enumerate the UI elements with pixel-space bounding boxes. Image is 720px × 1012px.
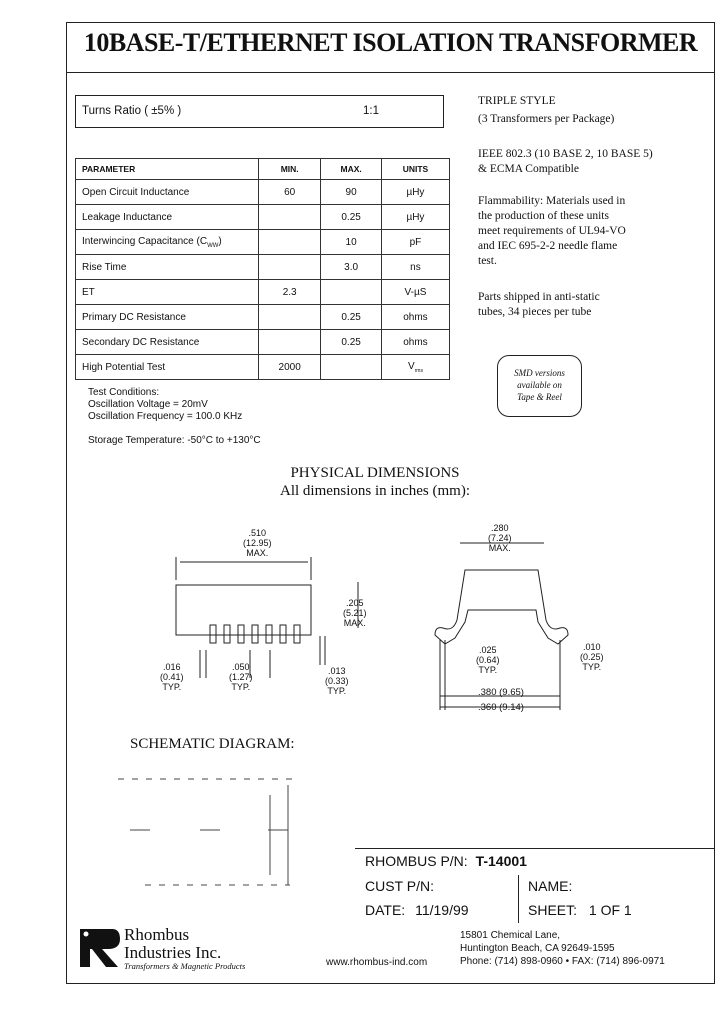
company-name-line2: Industries Inc. bbox=[124, 943, 222, 962]
sheet-value: 1 OF 1 bbox=[588, 902, 632, 918]
test-condition-line: Oscillation Frequency = 100.0 KHz bbox=[88, 411, 243, 422]
smd-line: Tape & Reel bbox=[517, 392, 562, 402]
param-cell: Open Circuit Inductance bbox=[76, 180, 259, 205]
min-cell: 60 bbox=[259, 180, 321, 205]
company-name-line1: Rhombus bbox=[124, 925, 190, 944]
param-cell bbox=[76, 230, 259, 255]
units-text: V bbox=[407, 360, 415, 372]
sheet-label: SHEET: bbox=[528, 902, 578, 918]
param-cell: Leakage Inductance bbox=[76, 205, 259, 230]
flammability-line: the production of these units bbox=[478, 210, 609, 222]
address-line: 15801 Chemical Lane, bbox=[460, 930, 561, 941]
flammability-line: Flammability: Materials used in bbox=[478, 195, 626, 207]
span-min-label: .360 (9.14) bbox=[478, 702, 524, 713]
ieee-line: IEEE 802.3 (10 BASE 2, 10 BASE 5) bbox=[478, 148, 653, 160]
shipping-line: Parts shipped in anti-static bbox=[478, 291, 600, 303]
title-block-vertical-rule bbox=[518, 875, 519, 923]
units-cell: pF bbox=[381, 230, 449, 255]
dim-text: (1.27) bbox=[229, 672, 253, 682]
sheet-field bbox=[528, 902, 632, 918]
dim-text: TYP. bbox=[478, 665, 498, 675]
header-max: MAX. bbox=[321, 159, 382, 180]
table-row bbox=[76, 205, 450, 230]
flammability-note bbox=[478, 194, 626, 269]
schematic-heading: SCHEMATIC DIAGRAM: bbox=[130, 736, 295, 752]
dim-text: .010 bbox=[582, 642, 601, 652]
dim-text: TYP. bbox=[231, 682, 251, 692]
table-row bbox=[76, 330, 450, 355]
param-cell: High Potential Test bbox=[76, 355, 259, 380]
date-value: 11/19/99 bbox=[415, 902, 469, 918]
document-title: 10BASE-T/ETHERNET ISOLATION TRANSFORMER bbox=[83, 28, 698, 57]
table-row bbox=[76, 305, 450, 330]
company-website[interactable]: www.rhombus-ind.com bbox=[326, 957, 428, 968]
parameters-table bbox=[75, 158, 450, 380]
units-cell: ns bbox=[381, 255, 449, 280]
units-cell: µHy bbox=[381, 205, 449, 230]
max-cell: 0.25 bbox=[321, 205, 382, 230]
units-subscript: rms bbox=[414, 367, 423, 374]
table-row bbox=[76, 355, 450, 380]
max-cell: 90 bbox=[321, 180, 382, 205]
table-header-row bbox=[76, 159, 450, 180]
physical-dimensions-heading: PHYSICAL DIMENSIONS bbox=[290, 465, 460, 481]
max-cell: 0.25 bbox=[321, 330, 382, 355]
company-name bbox=[124, 926, 221, 962]
company-address bbox=[460, 929, 665, 968]
min-cell bbox=[259, 230, 321, 255]
units-cell: ohms bbox=[381, 305, 449, 330]
table-row bbox=[76, 230, 450, 255]
dim-text: (0.25) bbox=[580, 652, 604, 662]
title-block-divider bbox=[355, 848, 715, 849]
units-cell: µHy bbox=[381, 180, 449, 205]
dim-text: .280 bbox=[490, 523, 509, 533]
ieee-note bbox=[478, 147, 653, 177]
span-max-label: .380 (9.65) bbox=[478, 687, 524, 698]
param-subscript: WW bbox=[207, 242, 219, 249]
min-cell bbox=[259, 205, 321, 230]
triple-style-text: TRIPLE STYLE bbox=[478, 95, 556, 107]
units-cell: V-µS bbox=[381, 280, 449, 305]
rhombus-logo bbox=[78, 927, 122, 969]
dim-text: .510 bbox=[248, 528, 267, 538]
min-cell: 2000 bbox=[259, 355, 321, 380]
thickness-dim-label bbox=[580, 642, 604, 672]
smd-line: available on bbox=[517, 380, 562, 390]
dim-text: (7.24) bbox=[488, 533, 512, 543]
units-cell: ohms bbox=[381, 330, 449, 355]
lead-dim-label bbox=[476, 645, 500, 675]
max-cell: 3.0 bbox=[321, 255, 382, 280]
cust-pn-label: CUST P/N: bbox=[365, 878, 434, 894]
height-dim-label bbox=[343, 598, 367, 628]
dim-text: MAX. bbox=[246, 548, 269, 558]
dim-text: MAX. bbox=[343, 618, 366, 628]
part-number-value: T-14001 bbox=[475, 853, 527, 869]
schematic-diagram bbox=[110, 775, 310, 895]
dim-text: .016 bbox=[162, 662, 181, 672]
test-condition-line: Oscillation Voltage = 20mV bbox=[88, 399, 208, 410]
part-number-label: RHOMBUS P/N: bbox=[365, 853, 468, 869]
shipping-line: tubes, 34 pieces per tube bbox=[478, 306, 592, 318]
date-field bbox=[365, 902, 469, 918]
param-text-end: ) bbox=[218, 235, 222, 247]
turns-ratio-box bbox=[75, 95, 444, 128]
max-cell: 0.25 bbox=[321, 305, 382, 330]
dim-text: .205 bbox=[345, 598, 364, 608]
turns-ratio-label: Turns Ratio ( ±5% ) bbox=[82, 105, 182, 117]
package-body-end bbox=[435, 570, 568, 644]
triple-style-note bbox=[478, 94, 614, 127]
dim-text: (0.33) bbox=[325, 676, 349, 686]
dim-text: (12.95) bbox=[243, 538, 272, 548]
table-row bbox=[76, 180, 450, 205]
phone-fax-line: Phone: (714) 898-0960 • FAX: (714) 896-0971 bbox=[460, 956, 665, 967]
param-cell: Primary DC Resistance bbox=[76, 305, 259, 330]
dim-text: .013 bbox=[327, 666, 346, 676]
test-conditions-heading: Test Conditions: bbox=[88, 387, 160, 398]
max-cell bbox=[321, 355, 382, 380]
header-parameter: PARAMETER bbox=[76, 159, 259, 180]
min-cell bbox=[259, 330, 321, 355]
address-line: Huntington Beach, CA 92649-1595 bbox=[460, 943, 615, 954]
dim-text: TYP. bbox=[327, 686, 347, 696]
dim-text: TYP. bbox=[582, 662, 602, 672]
turns-ratio-value: 1:1 bbox=[363, 105, 379, 117]
company-tagline: Transformers & Magnetic Products bbox=[124, 961, 246, 971]
title-divider bbox=[66, 72, 715, 73]
dim-text: MAX. bbox=[488, 543, 511, 553]
max-cell: 10 bbox=[321, 230, 382, 255]
header-min: MIN. bbox=[259, 159, 321, 180]
param-cell: Secondary DC Resistance bbox=[76, 330, 259, 355]
smd-line: SMD versions bbox=[514, 368, 565, 378]
max-cell bbox=[321, 280, 382, 305]
param-cell: Rise Time bbox=[76, 255, 259, 280]
pins-side bbox=[210, 625, 300, 643]
standoff-dim-label bbox=[325, 666, 349, 696]
length-dim-label bbox=[243, 528, 272, 558]
test-conditions bbox=[88, 387, 261, 447]
date-label: DATE: bbox=[365, 902, 406, 918]
width-dim-label bbox=[488, 523, 512, 553]
dim-text: (0.64) bbox=[476, 655, 500, 665]
ieee-line: & ECMA Compatible bbox=[478, 163, 579, 175]
shipping-note bbox=[478, 290, 600, 320]
units-cell bbox=[381, 355, 449, 380]
min-cell: 2.3 bbox=[259, 280, 321, 305]
flammability-line: and IEC 695-2-2 needle flame bbox=[478, 240, 618, 252]
physical-dimensions-subheading: All dimensions in inches (mm): bbox=[280, 483, 470, 499]
dim-text: (5.21) bbox=[343, 608, 367, 618]
header-units: UNITS bbox=[381, 159, 449, 180]
param-cell: ET bbox=[76, 280, 259, 305]
part-number bbox=[365, 853, 527, 869]
table-row bbox=[76, 255, 450, 280]
pin-width-dim-label bbox=[160, 662, 184, 692]
dim-text: .050 bbox=[231, 662, 250, 672]
param-text: Interwincing Capacitance (C bbox=[82, 235, 208, 247]
flammability-line: test. bbox=[478, 255, 497, 267]
pitch-dim-label bbox=[229, 662, 253, 692]
triple-style-sub: (3 Transformers per Package) bbox=[478, 113, 615, 125]
dim-text: (0.41) bbox=[160, 672, 184, 682]
min-cell bbox=[259, 305, 321, 330]
smd-badge bbox=[497, 355, 582, 417]
storage-temperature: Storage Temperature: -50°C to +130°C bbox=[88, 435, 261, 446]
table-row bbox=[76, 280, 450, 305]
flammability-line: meet requirements of UL94-VO bbox=[478, 225, 626, 237]
dim-text: TYP. bbox=[162, 682, 182, 692]
name-label: NAME: bbox=[528, 878, 573, 894]
min-cell bbox=[259, 255, 321, 280]
dim-text: .025 bbox=[478, 645, 497, 655]
